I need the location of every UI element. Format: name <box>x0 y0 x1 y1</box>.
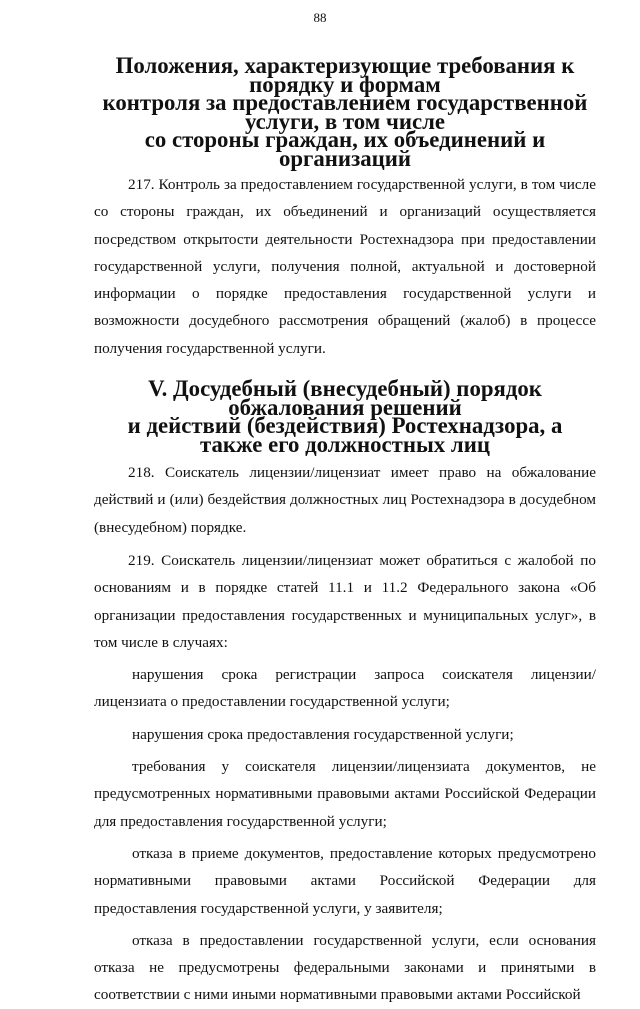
case-item: требования у соискателя лицензии/лицензиата документов, не предусмотренных нормативными правовыми актами Российской Федерации для предоставления государственной услуги; <box>94 758 596 830</box>
page-number: 88 <box>313 10 327 25</box>
chapter-heading-line: V. Досудебный (внесудебный) порядок обжалования решений <box>148 376 542 420</box>
paragraph-217: 217. Контроль за предоставлением государственной услуги, в том числе со стороны граждан, их объединений и организаций осуществляется посредством открытости деятельности Ростехнадзора при предоставлении государственной услуги, получения полной, актуальной и достоверной информации о порядке предоставления государственной услуги и возможности досудебного рассмотрения обращений (жалоб) в процессе получения государственной услуги. <box>94 176 596 357</box>
case-item: нарушения срока предоставления государственной услуги; <box>132 725 514 743</box>
paragraph-218: 218. Соискатель лицензии/лицензиат имеет право на обжалование действий и (или) бездействия должностных лиц Ростехнадзора в досудебном (внесудебном) порядке. <box>94 464 596 536</box>
chapter-heading <box>94 376 596 457</box>
paragraph-219: 219. Соискатель лицензии/лицензиат может обратиться с жалобой по основаниям и в порядке статей 11.1 и 11.2 Федерального закона «Об организации предоставления государственных и муниципальных услуг», в том числе в случаях: <box>94 551 596 651</box>
section-heading <box>94 53 596 171</box>
section-heading-line: Положения, характеризующие требования к порядку и формам <box>115 53 575 97</box>
section-heading-line: контроля за предоставлением государственной услуги, в том числе <box>102 90 588 134</box>
section-heading-line: со стороны граждан, их объединений и организаций <box>144 127 546 171</box>
case-item: отказа в приеме документов, предоставление которых предусмотрено нормативными правовыми актами Российской Федерации для предоставления государственной услуги, у заявителя; <box>94 844 596 917</box>
chapter-heading-line: и действий (бездействия) Ростехнадзора, а также его должностных лиц <box>127 413 563 457</box>
case-item: нарушения срока регистрации запроса соискателя лицензии/лицензиата о предоставлении государственной услуги; <box>94 666 596 711</box>
page-content <box>94 53 596 1009</box>
case-item: отказа в предоставлении государственной услуги, если основания отказа не предусмотрены федеральными законами и принятыми в соответствии с ними иными нормативными правовыми актами Российской <box>94 931 596 1004</box>
